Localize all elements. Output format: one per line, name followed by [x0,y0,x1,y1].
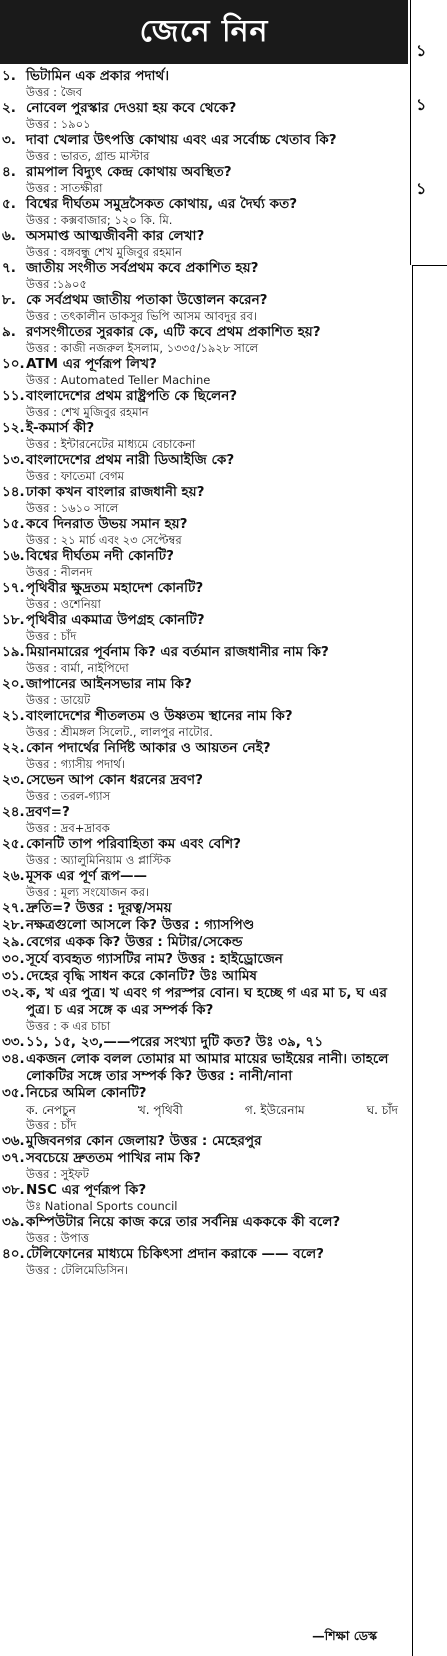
question-text: কোন পদার্থের নির্দিষ্ট আকার ও আয়তন নেই? [26,740,271,756]
question-number: ২১. [2,708,25,724]
question-number: ২৬. [2,868,25,884]
question-item [0,968,408,985]
answer-option: খ. পৃথিবী [137,1103,183,1117]
question-item [0,917,408,934]
question-item [0,676,408,708]
question-item [0,228,408,260]
question-text: দাবা খেলার উৎপত্তি কোথায় এবং এর সর্বোচ্চ খেতাব কি? [26,132,337,148]
question-item [0,868,408,900]
question-number: ১৭. [2,580,25,596]
answer-text: উত্তর : ১৯০১ [26,117,91,131]
question-text: মিয়ানমারের পূর্বনাম কি? এর বর্তমান রাজধানীর নাম কি? [26,644,329,660]
question-number: ৫. [2,196,16,212]
question-body [26,708,408,740]
answer-text: উত্তর : বার্মা, নাইপিদো [26,661,129,675]
answer-option: ক. নেপচুন [26,1103,76,1117]
question-number: ১৬. [2,548,25,564]
question-body [26,164,408,196]
question-number: ৮. [2,292,16,308]
question-number: ৩৪. [2,1051,25,1067]
question-item [0,292,408,324]
question-text: মূসক এর পূর্ণ রূপ—— [26,868,147,884]
question-number: ২০. [2,676,25,692]
answer-text: উত্তর : কক্সবাজার; ১২০ কি. মি. [26,213,173,227]
answer-text: উত্তর : অ্যালুমিনিয়াম ও প্লাস্টিক [26,853,171,867]
question-number: ৯. [2,324,16,340]
question-text: NSC এর পূর্ণরূপ কি? [26,1182,147,1198]
question-text: সেভেন আপ কোন ধরনের দ্রবণ? [26,772,203,788]
answer-text: উত্তর : জৈব [26,85,83,99]
question-number: ৩. [2,132,16,148]
question-number: ১৫. [2,516,25,532]
question-body [26,772,408,804]
question-body [26,1246,408,1278]
question-text: সবচেয়ে দ্রুততম পাখির নাম কি? [26,1150,201,1166]
question-item [0,708,408,740]
question-body [26,985,408,1034]
question-item [0,900,408,917]
box-top-border [412,265,447,266]
question-item [0,388,408,420]
answer-text: উত্তর : সাতক্ষীরা [26,181,103,195]
question-body [26,228,408,260]
answer-text: উত্তর : ওশেনিয়া [26,597,101,611]
cropped-text-fragment: ১ [416,41,427,60]
question-number: ৪০. [2,1246,25,1262]
question-body [26,260,408,292]
question-item [0,1034,408,1051]
question-body [26,388,408,420]
question-item [0,612,408,644]
answer-text: উত্তর : ইন্টারনেটের মাধ্যমে বেচাকেনা [26,437,196,451]
answer-text: উত্তর : শেখ মুজিবুর রহমান [26,405,149,419]
column-divider [410,0,411,265]
question-text: ই-কমার্স কী? [26,420,95,436]
question-text: পৃথিবীর একমাত্র উপগ্রহ কোনটি? [26,612,205,628]
question-text: ক, খ এর পুত্র। খ এবং গ পরস্পর বোন। ঘ হচ্ছে গ এর মা চ, ঘ এর পুত্র। চ এর সঙ্গে ক এর সম্পর্ক কি? [26,985,387,1018]
question-item [0,356,408,388]
question-number: ২৭. [2,900,25,916]
question-item [0,1085,408,1133]
answer-text: উঃ National Sports council [26,1199,178,1213]
question-number: ৩৬. [2,1133,25,1149]
desk-credit: —শিক্ষা ডেস্ক [312,1628,377,1643]
question-number: ২২. [2,740,25,756]
question-text: ATM এর পূর্ণরূপ লিখ? [26,356,157,372]
question-text: অসমাপ্ত আত্মজীবনী কার লেখা? [26,228,205,244]
question-number: ১০. [2,356,25,372]
question-body [26,68,408,100]
answer-text: উত্তর : তৎকালীন ডাকসুর ভিপি আসম আবদুর রব। [26,309,257,323]
question-body [26,868,408,900]
answer-text: উত্তর : শ্রীমঙ্গল সিলেট., লালপুর নাটোর. [26,725,213,739]
question-number: ১২. [2,420,25,436]
question-item [0,772,408,804]
question-item [0,260,408,292]
question-number: ৩৮. [2,1182,25,1198]
question-number: ২৩. [2,772,25,788]
answer-text: উত্তর : Automated Teller Machine [26,373,211,387]
question-text: বেগের একক কি? উত্তর : মিটার/সেকেন্ড [26,934,243,950]
question-number: ২৫. [2,836,25,852]
answer-text: উত্তর : উপাত্ত [26,1231,90,1245]
question-body [26,1133,408,1150]
box-left-border [412,265,413,1656]
question-text: মুজিবনগর কোন জেলায়? উত্তর : মেহেরপুর [26,1133,262,1149]
question-number: ২৪. [2,804,25,820]
answer-text: উত্তর :১৯০৫ [26,277,87,291]
question-body [26,132,408,164]
adjacent-column-edge [408,0,447,1656]
question-body [26,356,408,388]
question-text: জাপানের আইনসভার নাম কি? [26,676,192,692]
question-body [26,324,408,356]
question-text: ১১, ১৫, ২৩,——পরের সংখ্যা দুটি কত? উঃ ৩৯, ৭১ [26,1034,324,1050]
answer-text: উত্তর : কাজী নজরুল ইসলাম, ১৩৩৫/১৯২৮ সালে [26,341,259,355]
question-text: ঢাকা কখন বাংলার রাজধানী হয়? [26,484,205,500]
question-number: ১৮. [2,612,25,628]
question-body [26,1150,408,1182]
question-text: কম্পিউটার নিয়ে কাজ করে তার সর্বনিম্ন একককে কী বলে? [26,1214,341,1230]
question-body [26,1182,408,1214]
question-number: ৬. [2,228,16,244]
question-item [0,164,408,196]
question-text: কোনটি তাপ পরিবাহিতা কম এবং বেশি? [26,836,241,852]
question-item [0,1051,408,1085]
question-body [26,612,408,644]
question-body [26,934,408,951]
question-text: সূর্যে ব্যবহৃত গ্যাসটির নাম? উত্তর : হাইড্রোজেন [26,951,283,967]
question-body [26,196,408,228]
answer-text: উত্তর : মূল্য সংযোজন কর। [26,885,150,899]
question-number: ১. [2,68,16,84]
question-body [26,1034,408,1051]
question-body [26,292,408,324]
answer-text: উত্তর : দ্রব+দ্রাবক [26,821,110,835]
question-number: ১৪. [2,484,25,500]
answer-option: গ. ইউরেনাম [244,1103,305,1117]
question-text: বিশ্বের দীর্ঘতম সমুদ্রসৈকত কোথায়, এর দৈর্ঘ্য কত? [26,196,298,212]
question-text: বিশ্বের দীর্ঘতম নদী কোনটি? [26,548,174,564]
question-text: বাংলাদেশের শীতলতম ও উষ্ণতম স্থানের নাম কি? [26,708,293,724]
question-text: জাতীয় সংগীত সর্বপ্রথম কবে প্রকাশিত হয়? [26,260,259,276]
question-item [0,804,408,836]
question-body [26,484,408,516]
answer-options [26,1102,408,1118]
answer-text: উত্তর : বঙ্গবন্ধু শেখ মুজিবুর রহমান [26,245,182,259]
question-text: বাংলাদেশের প্রথম নারী ডিআইজি কে? [26,452,235,468]
question-number: ১৩. [2,452,25,468]
question-body [26,1214,408,1246]
answer-text: উত্তর : টেলিমেডিসিন। [26,1263,129,1277]
question-item [0,68,408,100]
cropped-text-fragment: ১ [416,179,427,198]
question-text: দ্রবণ=? [26,804,70,820]
question-item [0,324,408,356]
question-body [26,900,408,917]
question-number: ২৮. [2,917,25,933]
question-body [26,968,408,985]
question-number: ৩৩. [2,1034,25,1050]
question-number: ৩৫. [2,1085,25,1101]
question-text: ভিটামিন এক প্রকার পদার্থ। [26,68,170,84]
question-body [26,951,408,968]
question-body [26,804,408,836]
question-item [0,516,408,548]
question-item [0,985,408,1034]
answer-text: উত্তর : ডায়েট [26,693,91,707]
question-number: ৩১. [2,968,25,984]
question-item [0,132,408,164]
section-header [0,0,408,64]
question-text: টেলিফোনের মাধ্যমে চিকিৎসা প্রদান করাকে —— বলে? [26,1246,325,1262]
answer-text: উত্তর : ফাতেমা বেগম [26,469,125,483]
question-body [26,580,408,612]
question-body [26,917,408,934]
question-item [0,196,408,228]
question-item [0,420,408,452]
question-number: ৪. [2,164,16,180]
question-item [0,1182,408,1214]
question-item [0,580,408,612]
question-item [0,100,408,132]
answer-text: উত্তর : গ্যাসীয় পদার্থ। [26,757,125,771]
question-body [26,420,408,452]
section-title: জেনে নিন [139,13,269,49]
question-body [26,836,408,868]
question-text: পৃথিবীর ক্ষুদ্রতম মহাদেশ কোনটি? [26,580,204,596]
question-number: ১৯. [2,644,25,660]
question-text: নিচের অমিল কোনটি? [26,1085,147,1101]
question-item [0,740,408,772]
question-number: ৩২. [2,985,25,1001]
question-item [0,836,408,868]
answer-text: উত্তর : ভারত, গ্রান্ড মাস্টার [26,149,150,163]
question-item [0,934,408,951]
answer-text: উত্তর : চাঁদ [26,629,77,643]
question-item [0,1214,408,1246]
question-item [0,1133,408,1150]
question-text: দ্রুতি=? উত্তর : দূরত্ব/সময় [26,900,172,916]
cropped-text-fragment: ১ [416,95,427,114]
answer-text: উত্তর : ২১ মার্চ এবং ২৩ সেপ্টেম্বর [26,533,182,547]
question-item [0,1246,408,1278]
question-item [0,1150,408,1182]
question-number: ৩৭. [2,1150,25,1166]
question-number: ২. [2,100,16,116]
answer-option: ঘ. চাঁদ [366,1103,398,1117]
question-text: কবে দিনরাত উভয় সমান হয়? [26,516,188,532]
question-body [26,676,408,708]
question-body [26,644,408,676]
answer-text: উত্তর : তরল-গ্যাস [26,789,111,803]
question-body [26,740,408,772]
question-text: নোবেল পুরস্কার দেওয়া হয় কবে থেকে? [26,100,237,116]
question-body [26,1085,408,1133]
answer-text: উত্তর : ১৬১০ সালে [26,501,119,515]
question-text: নক্ষত্রগুলো আসলে কি? উত্তর : গ্যাসপিণ্ড [26,917,255,933]
question-number: ১১. [2,388,25,404]
question-text: রণসংগীতের সুরকার কে, এটি কবে প্রথম প্রকাশিত হয়? [26,324,321,340]
question-item [0,644,408,676]
answer-text: উত্তর : ক এর চাচা [26,1019,111,1033]
answer-text: উত্তর : নীলনদ [26,565,93,579]
question-body [26,516,408,548]
question-number: ৭. [2,260,16,276]
question-list [0,64,408,1278]
question-number: ৩৯. [2,1214,25,1230]
question-text: কে সর্বপ্রথম জাতীয় পতাকা উত্তোলন করেন? [26,292,268,308]
question-item [0,951,408,968]
question-number: ২৯. [2,934,25,950]
question-body [26,100,408,132]
question-item [0,452,408,484]
question-text: দেহের বৃদ্ধি সাধন করে কোনটি? উঃ আমিষ [26,968,257,984]
question-text: বাংলাদেশের প্রথম রাষ্ট্রপতি কে ছিলেন? [26,388,238,404]
question-text: রামপাল বিদ্যুৎ কেন্দ্র কোথায় অবস্থিত? [26,164,232,180]
question-body [26,1051,408,1085]
question-number: ৩০. [2,951,25,967]
question-body [26,548,408,580]
answer-text: উত্তর : সুইফট [26,1167,89,1181]
question-body [26,452,408,484]
question-item [0,548,408,580]
question-text: একজন লোক বলল তোমার মা আমার মায়ের ভাইয়ের নানী। তাহলে লোকটির সঙ্গে তার সম্পর্ক কি? উত্তর : নানী/নানা [26,1051,389,1084]
answer-text: উত্তর : চাঁদ [26,1118,77,1132]
question-item [0,484,408,516]
